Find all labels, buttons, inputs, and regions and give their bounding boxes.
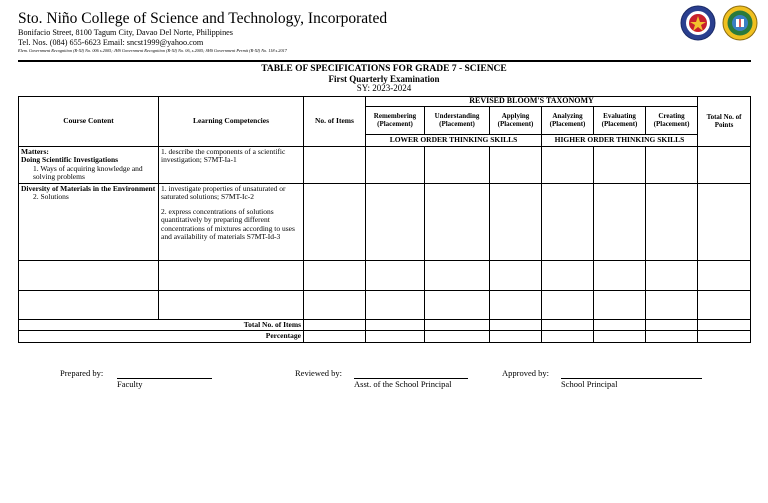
header-rule: [18, 60, 751, 62]
document-title-block: [0, 64, 768, 93]
level-evaluating: Evaluating (Placement): [594, 106, 646, 134]
percentage-label: Percentage: [19, 331, 304, 343]
prepared-role: Faculty: [117, 379, 143, 389]
total-row: [19, 319, 751, 331]
prepared-by-label: Prepared by:: [60, 368, 104, 378]
approved-role: School Principal: [561, 379, 618, 389]
course-content-header: Course Content: [19, 97, 159, 147]
letterhead: [18, 10, 758, 54]
no-items-header: No. of Items: [304, 97, 366, 147]
competency-cell: [159, 146, 304, 183]
document-title: TABLE OF SPECIFICATIONS FOR GRADE 7 - SCIENCE: [261, 64, 507, 74]
competencies-header: Learning Competencies: [159, 97, 304, 147]
school-recognition: Elem. Government Recognition (R-XI) No. 006 s.2005; JHS Government Recognition (R-XI) No. 06, s.2005; SHS Government Permit (R-XI) No. 118 s.2017: [18, 48, 287, 53]
school-seal-icon: [722, 5, 758, 41]
level-analyzing: Analyzing (Placement): [542, 106, 594, 134]
table-of-specifications: [18, 96, 751, 343]
course-content-cell: [19, 146, 159, 183]
table-row: [19, 290, 751, 319]
competency-text: 1. describe the components of a scientific investigation; S7MT-Ia-1: [161, 146, 286, 164]
reviewed-role: Asst. of the School Principal: [354, 379, 452, 389]
table-row: [19, 183, 751, 260]
topic-label: Matters:: [21, 146, 49, 156]
logos: [680, 5, 758, 41]
higher-order-header: HIGHER ORDER THINKING SKILLS: [542, 134, 698, 146]
approved-by-label: Approved by:: [502, 368, 549, 378]
school-year: SY: 2023-2024: [356, 83, 412, 93]
deped-seal-icon: [680, 5, 716, 41]
reviewed-by-label: Reviewed by:: [295, 368, 342, 378]
exam-name: First Quarterly Examination: [328, 74, 440, 84]
total-points-header: Total No. of Points: [698, 97, 751, 147]
competency-text: 2. express concentrations of solutions quantitatively by preparing different concentrations of mixtures according to uses and availability of materials S7MT-Id-3: [161, 206, 295, 241]
total-items-label: Total No. of Items: [19, 319, 304, 331]
lower-order-header: LOWER ORDER THINKING SKILLS: [366, 134, 542, 146]
competency-cell: [159, 183, 304, 260]
level-creating: Creating (Placement): [646, 106, 698, 134]
topic-item: 2. Solutions: [33, 192, 69, 201]
percentage-row: [19, 331, 751, 343]
school-contact: Tel. Nos. (084) 655-6623 Email: sncst1999@yahoo.com: [18, 38, 204, 47]
course-content-cell: [19, 183, 159, 260]
bloom-taxonomy-header: REVISED BLOOM'S TAXONOMY: [366, 97, 698, 107]
level-applying: Applying (Placement): [490, 106, 542, 134]
level-understanding: Understanding (Placement): [425, 106, 490, 134]
table-row: [19, 146, 751, 183]
topic-item: 1. Ways of acquiring knowledge and solving problems: [33, 163, 143, 181]
competency-text: 1. investigate properties of unsaturated or saturated solutions; S7MT-Ic-2: [161, 183, 286, 201]
table-row: [19, 260, 751, 290]
subtopic-label: Doing Scientific Investigations: [21, 155, 119, 164]
school-address: Bonifacio Street, 8100 Tagum City, Davao Del Norte, Philippines: [18, 28, 233, 37]
level-remembering: Remembering (Placement): [366, 106, 425, 134]
topic-label: Diversity of Materials in the Environment: [21, 183, 156, 193]
school-name: Sto. Niño College of Science and Technology, Incorporated: [18, 10, 388, 27]
